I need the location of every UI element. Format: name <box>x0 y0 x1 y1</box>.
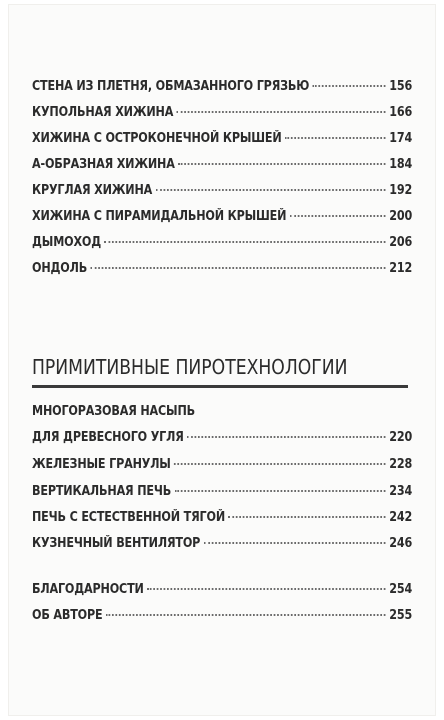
toc-entry-page: 156 <box>389 79 413 94</box>
toc-leader-dots <box>178 163 386 165</box>
toc-leader-dots <box>290 215 386 217</box>
toc-entry-page: 206 <box>389 235 413 250</box>
toc-entry <box>32 582 412 604</box>
toc-entry-title: ВЕРТИКАЛЬНАЯ ПЕЧЬ <box>32 484 172 499</box>
toc-entry-page: 254 <box>389 582 413 597</box>
toc-entry <box>32 235 412 257</box>
toc-leader-dots <box>175 490 386 492</box>
toc-entry-first-line: МНОГОРАЗОВАЯ НАСЫПЬ <box>32 404 195 419</box>
toc-entry <box>32 131 412 153</box>
toc-entry-page: 212 <box>389 261 413 276</box>
toc-entry-page: 166 <box>389 105 413 120</box>
toc-entry-title: КУПОЛЬНАЯ ХИЖИНА <box>32 105 174 120</box>
toc-entry-title: КРУГЛАЯ ХИЖИНА <box>32 183 153 198</box>
section-divider <box>32 385 408 388</box>
toc-entry-title: ОНДОЛЬ <box>32 261 88 276</box>
toc-entry-page: 174 <box>389 131 413 146</box>
toc-leader-dots <box>104 241 385 243</box>
toc-entry-page: 246 <box>389 536 413 551</box>
toc-leader-dots <box>313 85 386 87</box>
toc-entry-title: ХИЖИНА С ОСТРОКОНЕЧНОЙ КРЫШЕЙ <box>32 131 282 146</box>
toc-entry-page: 228 <box>389 457 413 472</box>
toc-entry-title: СТЕНА ИЗ ПЛЕТНЯ, ОБМАЗАННОГО ГРЯЗЬЮ <box>32 79 310 94</box>
toc-entry <box>32 608 412 630</box>
toc-entry-title: КУЗНЕЧНЫЙ ВЕНТИЛЯТОР <box>32 536 201 551</box>
toc-entry <box>32 484 412 506</box>
toc-entry <box>32 209 412 231</box>
toc-entry <box>32 510 412 532</box>
toc-entry <box>32 536 412 558</box>
toc-leader-dots <box>174 463 386 465</box>
toc-entry-title: А-ОБРАЗНАЯ ХИЖИНА <box>32 157 175 172</box>
toc-leader-dots <box>285 137 386 139</box>
toc-leader-dots <box>187 436 386 438</box>
toc-entry-title: ДЛЯ ДРЕВЕСНОГО УГЛЯ <box>32 430 184 445</box>
toc-leader-dots <box>147 588 386 590</box>
toc-entry-title: ЖЕЛЕЗНЫЕ ГРАНУЛЫ <box>32 457 171 472</box>
toc-leader-dots <box>91 267 386 269</box>
toc-entry <box>32 105 412 127</box>
toc-entry <box>32 183 412 205</box>
section-heading: ПРИМИТИВНЫЕ ПИРОТЕХНОЛОГИИ <box>32 355 348 379</box>
toc-entry-title: ПЕЧЬ С ЕСТЕСТВЕННОЙ ТЯГОЙ <box>32 510 226 525</box>
toc-entry-page: 242 <box>389 510 413 525</box>
toc-leader-dots <box>177 111 386 113</box>
toc-leader-dots <box>106 614 386 616</box>
toc-entry-title: ДЫМОХОД <box>32 235 102 250</box>
toc-entry-page: 192 <box>389 183 413 198</box>
toc-entry-page: 184 <box>389 157 413 172</box>
toc-leader-dots <box>228 516 385 518</box>
toc-entry-page: 255 <box>389 608 413 623</box>
toc-entry <box>32 430 412 452</box>
toc-entry <box>32 157 412 179</box>
toc-entry-title: ОБ АВТОРЕ <box>32 608 103 623</box>
toc-leader-dots <box>156 189 386 191</box>
toc-entry <box>32 261 412 283</box>
toc-entry <box>32 79 412 101</box>
toc-entry-page: 200 <box>389 209 413 224</box>
toc-entry-page: 220 <box>389 430 413 445</box>
toc-leader-dots <box>204 542 386 544</box>
toc-entry-title: БЛАГОДАРНОСТИ <box>32 582 144 597</box>
toc-entry <box>32 457 412 479</box>
toc-entry-page: 234 <box>389 484 413 499</box>
book-page <box>8 4 436 716</box>
toc-entry-title: ХИЖИНА С ПИРАМИДАЛЬНОЙ КРЫШЕЙ <box>32 209 287 224</box>
